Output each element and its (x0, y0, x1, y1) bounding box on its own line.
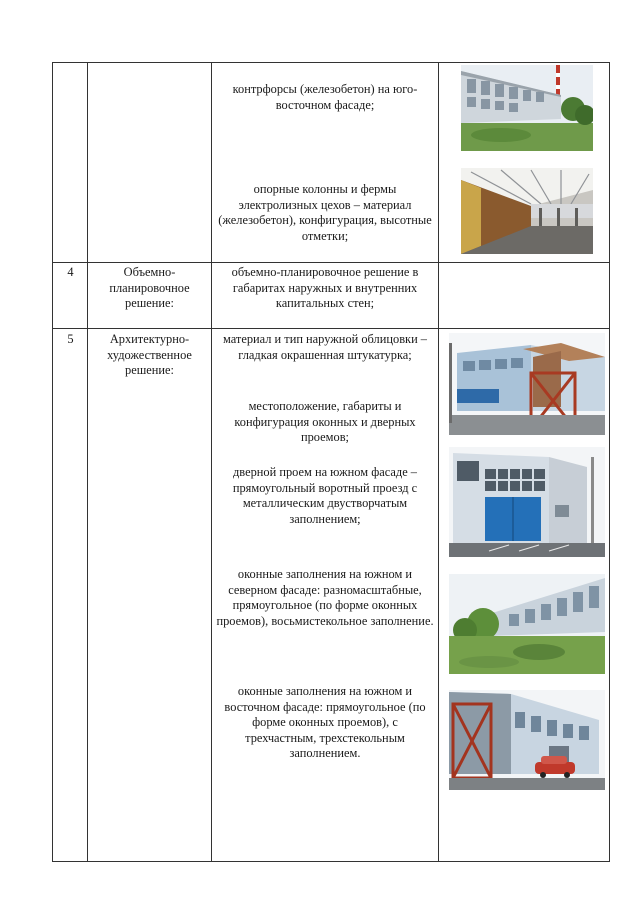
description-text: оконные заполнения на южном и северном фасаде: разномасштабные, прямоугольное (по форме оконных проемов), восьмистекольное заполнение. (216, 567, 434, 628)
facade-with-parked-car-photo (449, 690, 605, 790)
description-text: объемно-планировочное решение в габаритах наружных и внутренних капитальных стен; (231, 265, 419, 310)
row-divider-4 (52, 262, 610, 263)
column-divider-name (211, 62, 212, 862)
description-text: опорные колонны и фермы электролизных цехов – материал (железобетон), конфигурация, высотные отметки; (218, 182, 432, 243)
table-border-top (52, 62, 610, 63)
table-border-left (52, 62, 53, 862)
description-text: контрфорсы (железобетон) на юго-восточном фасаде; (232, 82, 418, 112)
table-border-right (609, 62, 610, 862)
column-divider-description (438, 62, 439, 862)
description-text: дверной проем на южном фасаде – прямоугольный воротный проезд с металлическим двустворчатым заполнением; (232, 465, 418, 526)
column-divider-number (87, 62, 88, 862)
blue-gate-south-facade-photo (449, 447, 605, 557)
description-text: местоположение, габариты и конфигурация оконных и дверных проемов; (234, 399, 416, 444)
description-text: материал и тип наружной облицовки – гладкая окрашенная штукатурка; (222, 332, 427, 362)
facade-with-metal-frame-photo (449, 333, 605, 435)
row-number: 4 (67, 265, 74, 279)
building-with-lawn-photo (449, 574, 605, 674)
element-name: Архитектурно-художественное решение: (107, 332, 192, 377)
row-number: 5 (67, 332, 74, 346)
objects-table (52, 62, 610, 862)
description-text: оконные заполнения на южном и восточном фасаде: прямоугольное (по форме оконных проемов), с трехчастным, трехстекольным заполнением. (224, 684, 426, 760)
electrolysis-hall-interior-photo (461, 168, 593, 254)
facade-with-buttresses-photo (461, 65, 593, 151)
element-name: Объемно-планировочное решение: (109, 265, 190, 310)
row-divider-5 (52, 328, 610, 329)
table-border-bottom (52, 861, 610, 862)
